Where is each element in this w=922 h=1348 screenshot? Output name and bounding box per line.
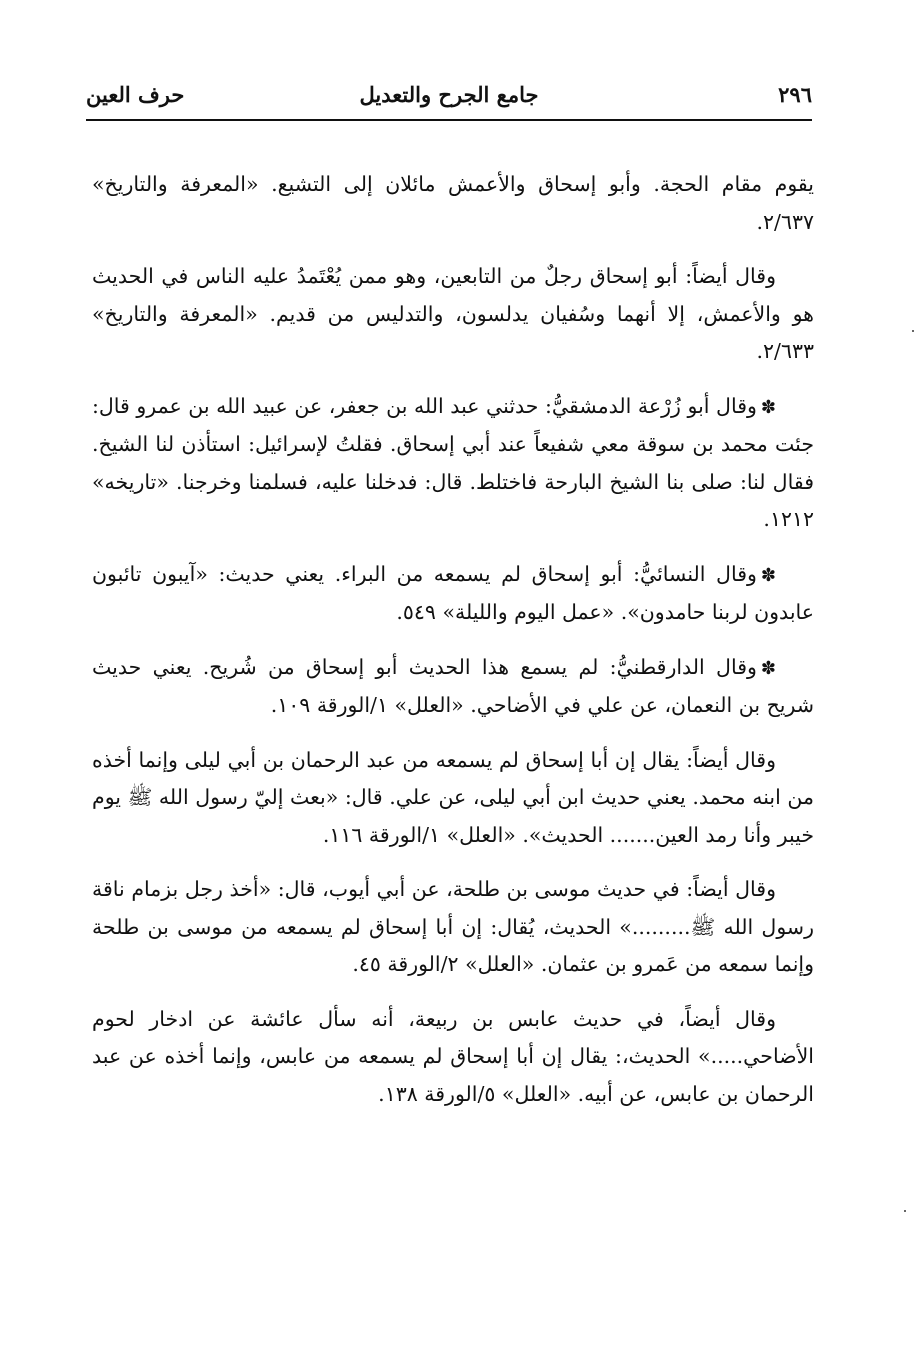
paragraph-2 xyxy=(92,258,814,371)
asterisk-icon: ✽ xyxy=(760,564,776,586)
scan-speck xyxy=(904,1210,906,1212)
paragraph-text: وقال النسائيُّ: أبو إسحاق لم يسمعه من البراء. يعني حديث: «آيبون تائبون عابدون لربنا حامدون». «عمل اليوم والليلة» ٥٤٩. xyxy=(92,561,814,624)
paragraph-8 xyxy=(92,1001,814,1114)
body-text xyxy=(92,166,814,1130)
paragraph-text: يقوم مقام الحجة. وأبو إسحاق والأعمش مائلان إلى التشيع. «المعرفة والتاريخ» ٢/٦٣٧. xyxy=(92,172,814,234)
paragraph-1 xyxy=(92,166,814,241)
running-header xyxy=(86,80,812,116)
paragraph-text: وقال أيضاً: أبو إسحاق رجلٌ من التابعين، وهو ممن يُعْتَمدُ عليه الناس في الحديث هو والأعمش، إلا أنهما وسُفيان يدلسون، والتدليس من قديم. «المعرفة والتاريخ» ٢/٦٣٣. xyxy=(92,264,814,363)
chapter-title: حرف العين xyxy=(86,82,185,107)
paragraph-text: وقال أيضاً: يقال إن أبا إسحاق لم يسمعه من عبد الرحمان بن أبي ليلى وإنما أخذه من ابنه محمد. يعني حديث ابن أبي ليلى، عن علي. قال: «بعث إليّ رسول الله ﷺ يوم خيبر وأنا رمد العين....... الحديث». «العلل» ١/الورقة ١١٦. xyxy=(92,747,814,847)
paragraph-text: وقال أيضاً: في حديث موسى بن طلحة، عن أبي أيوب، قال: «أخذ رجل بزمام ناقة رسول الله ﷺ.........» الحديث، يُقال: إن أبا إسحاق لم يسمعه من موسى بن طلحة وإنما سمعه من عَمرو بن عثمان. «العلل» ٢/الورقة ٤٥. xyxy=(92,877,814,976)
paragraph-6 xyxy=(92,742,814,855)
book-title: جامع الجرح والتعديل xyxy=(359,82,539,107)
scan-speck xyxy=(912,330,914,332)
paragraph-text: وقال الدارقطنيُّ: لم يسمع هذا الحديث أبو إسحاق من شُريح. يعني حديث شريح بن النعمان، عن علي في الأضاحي. «العلل» ١/الورقة ١٠٩. xyxy=(92,654,814,717)
paragraph-text: وقال أيضاً، في حديث عابس بن ربيعة، أنه سأل عائشة عن ادخار لحوم الأضاحي.....» الحديث،: يقال إن أبا إسحاق لم يسمعه من عابس، وإنما أخذه عن عبد الرحمان بن عابس، عن أبيه. «العلل» ٥/الورقة ١٣٨. xyxy=(92,1006,814,1106)
paragraph-5 xyxy=(92,649,814,725)
paragraph-7 xyxy=(92,871,814,984)
page-number: ٢٩٦ xyxy=(778,82,812,107)
asterisk-icon: ✽ xyxy=(760,396,776,418)
paragraph-4 xyxy=(92,556,814,632)
paragraph-3 xyxy=(92,388,814,539)
paragraph-text: وقال أبو زُرْعة الدمشقيُّ: حدثني عبد الله بن جعفر، عن عبيد الله بن عمرو قال: جئت محمد بن سوقة معي شفيعاً عند أبي إسحاق. فقلتُ لإسرائيل: استأذن لنا الشيخ. فقال لنا: صلى بنا الشيخ البارحة فاختلط. قال: فدخلنا عليه، فسلمنا وخرجنا. «تاريخه» ١٢١٢. xyxy=(92,393,814,531)
asterisk-icon: ✽ xyxy=(760,657,776,679)
header-rule xyxy=(86,119,812,121)
